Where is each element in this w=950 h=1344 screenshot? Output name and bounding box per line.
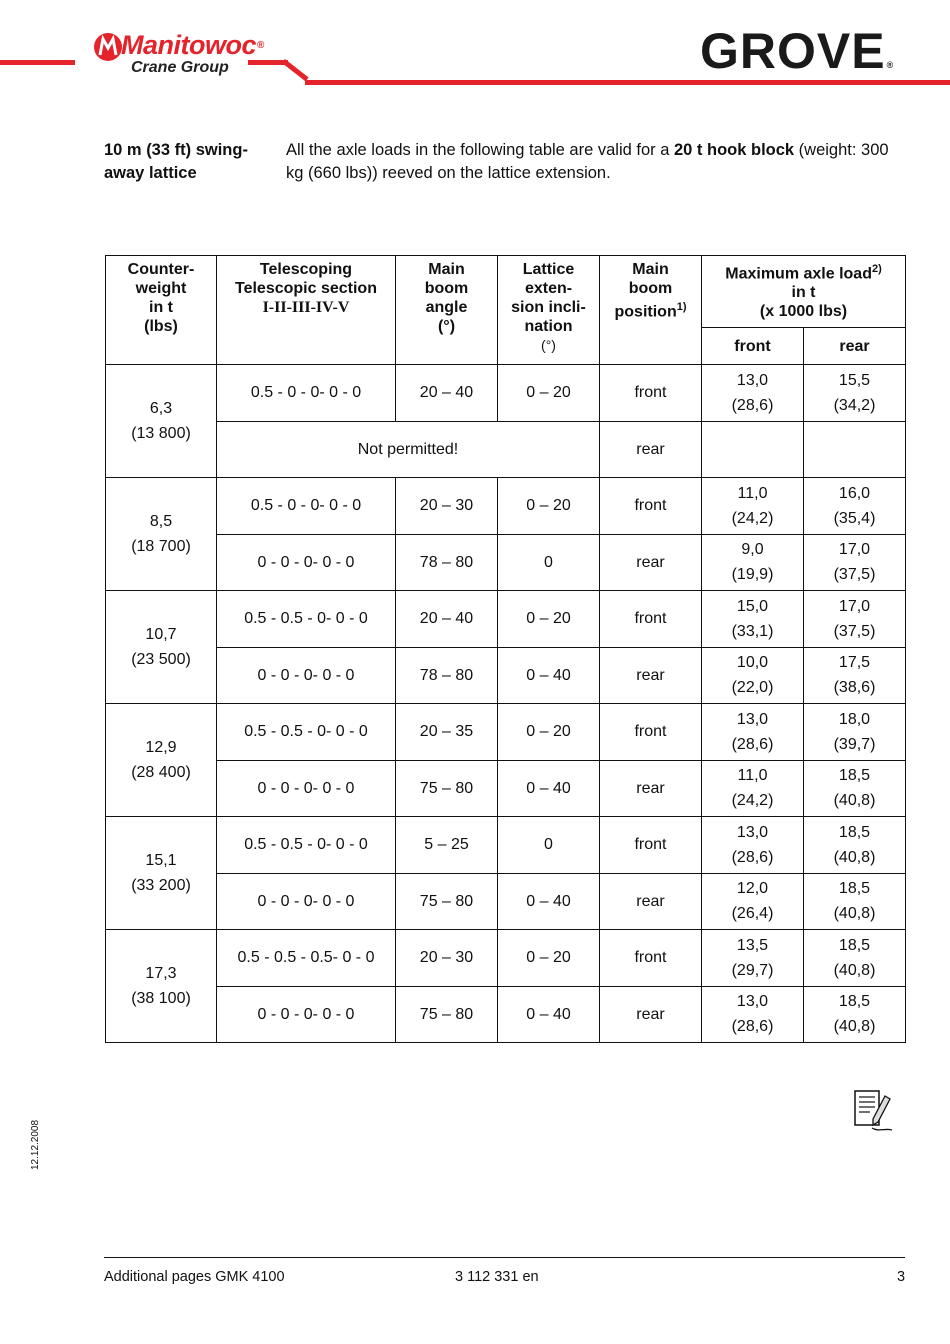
boom-position-cell: front — [600, 478, 702, 535]
inclination-cell: 0 — [498, 817, 600, 874]
front-load-cell: 15,0 (33,1) — [702, 591, 804, 648]
inclination-cell: 0 – 20 — [498, 704, 600, 761]
axle-load-table — [105, 255, 906, 1043]
inclination-cell: 0 – 40 — [498, 647, 600, 704]
telescoping-cell: 0.5 - 0 - 0- 0 - 0 — [217, 478, 396, 535]
boom-angle-cell: 20 – 30 — [396, 930, 498, 987]
table-row — [106, 986, 906, 1043]
counterweight-cell: 10,7 (23 500) — [106, 591, 217, 704]
header-max-axle-load: Maximum axle load$^{2)}$ in t (x 1000 lbs) — [702, 256, 906, 328]
inclination-cell: 0 — [498, 534, 600, 591]
telescoping-cell: 0 - 0 - 0- 0 - 0 — [217, 760, 396, 817]
telescoping-cell: 0 - 0 - 0- 0 - 0 — [217, 986, 396, 1043]
inclination-cell: 0 – 20 — [498, 591, 600, 648]
table-row — [106, 534, 906, 591]
inclination-cell: 0 – 40 — [498, 760, 600, 817]
counterweight-cell: 8,5 (18 700) — [106, 478, 217, 591]
boom-position-cell: front — [600, 591, 702, 648]
table-row — [106, 760, 906, 817]
inclination-cell: 0 – 20 — [498, 478, 600, 535]
boom-angle-cell: 75 – 80 — [396, 873, 498, 930]
counterweight-cell: 12,9 (28 400) — [106, 704, 217, 817]
header-rule-diagonal — [282, 59, 309, 81]
front-load-cell: 11,0 (24,2) — [702, 760, 804, 817]
telescoping-cell: 0.5 - 0.5 - 0- 0 - 0 — [217, 591, 396, 648]
counterweight-cell: 15,1 (33 200) — [106, 817, 217, 930]
front-load-cell: 12,0 (26,4) — [702, 873, 804, 930]
boom-position-cell: rear — [600, 421, 702, 478]
table-row — [106, 930, 906, 987]
telescoping-cell: 0.5 - 0.5 - 0- 0 - 0 — [217, 817, 396, 874]
footer-rule — [104, 1257, 905, 1258]
front-load-cell: 11,0 (24,2) — [702, 478, 804, 535]
inclination-cell: 0 – 40 — [498, 986, 600, 1043]
inclination-cell: 0 – 40 — [498, 873, 600, 930]
page-number: 3 — [897, 1269, 906, 1285]
boom-angle-cell: 75 – 80 — [396, 986, 498, 1043]
telescoping-cell: 0 - 0 - 0- 0 - 0 — [217, 647, 396, 704]
telescoping-cell: 0 - 0 - 0- 0 - 0 — [217, 534, 396, 591]
header-counterweight: Counter- weight in t (lbs) — [106, 256, 217, 365]
crane-group-label: Crane Group — [131, 59, 229, 76]
boom-angle-cell: 78 – 80 — [396, 647, 498, 704]
boom-position-cell: rear — [600, 647, 702, 704]
table-row — [106, 591, 906, 648]
grove-logo: GROVE® — [700, 23, 895, 79]
inclination-cell: 0 – 20 — [498, 930, 600, 987]
document-pen-icon — [852, 1088, 896, 1134]
rear-load-cell: 18,0 (39,7) — [804, 704, 906, 761]
boom-angle-cell: 20 – 30 — [396, 478, 498, 535]
boom-position-cell: rear — [600, 534, 702, 591]
header-rule-left — [0, 60, 75, 65]
boom-angle-cell: 20 – 40 — [396, 591, 498, 648]
boom-position-cell: rear — [600, 760, 702, 817]
rear-load-cell: 16,0 (35,4) — [804, 478, 906, 535]
header-front: front — [702, 328, 804, 365]
rear-load-cell — [804, 421, 906, 478]
table-row — [106, 873, 906, 930]
boom-angle-cell: 20 – 40 — [396, 365, 498, 422]
telescoping-cell: 0.5 - 0.5 - 0.5- 0 - 0 — [217, 930, 396, 987]
boom-position-cell: front — [600, 365, 702, 422]
rear-load-cell: 17,0 (37,5) — [804, 534, 906, 591]
rear-load-cell: 18,5 (40,8) — [804, 760, 906, 817]
telescoping-cell: 0.5 - 0.5 - 0- 0 - 0 — [217, 704, 396, 761]
boom-angle-cell: 78 – 80 — [396, 534, 498, 591]
boom-angle-cell: 20 – 35 — [396, 704, 498, 761]
boom-position-cell: rear — [600, 873, 702, 930]
table-row — [106, 704, 906, 761]
footer-doc-number: 3 112 331 en — [455, 1269, 539, 1285]
telescoping-cell: 0.5 - 0 - 0- 0 - 0 — [217, 365, 396, 422]
boom-angle-cell: 5 – 25 — [396, 817, 498, 874]
header-main-boom-position: Main boom position$^{1)}$ — [600, 256, 702, 365]
rear-load-cell: 17,0 (37,5) — [804, 591, 906, 648]
header-lattice-inclination: Lattice exten- sion incli- nation (°) — [498, 256, 600, 365]
boom-position-cell: front — [600, 704, 702, 761]
table-row — [106, 365, 906, 422]
table-row — [106, 817, 906, 874]
front-load-cell: 13,5 (29,7) — [702, 930, 804, 987]
boom-position-cell: front — [600, 930, 702, 987]
boom-position-cell: rear — [600, 986, 702, 1043]
rear-load-cell: 15,5 (34,2) — [804, 365, 906, 422]
inclination-cell: 0 – 20 — [498, 365, 600, 422]
rear-load-cell: 17,5 (38,6) — [804, 647, 906, 704]
front-load-cell: 9,0 (19,9) — [702, 534, 804, 591]
front-load-cell: 13,0 (28,6) — [702, 986, 804, 1043]
front-load-cell: 13,0 (28,6) — [702, 704, 804, 761]
counterweight-cell: 6,3 (13 800) — [106, 365, 217, 478]
front-load-cell: 13,0 (28,6) — [702, 365, 804, 422]
section-title: 10 m (33 ft) swing-away lattice — [104, 141, 248, 182]
rear-load-cell: 18,5 (40,8) — [804, 873, 906, 930]
front-load-cell: 13,0 (28,6) — [702, 817, 804, 874]
front-load-cell: 10,0 (22,0) — [702, 647, 804, 704]
manitowoc-logo: Manitowoc® — [121, 30, 264, 60]
rear-load-cell: 18,5 (40,8) — [804, 986, 906, 1043]
rear-load-cell: 18,5 (40,8) — [804, 930, 906, 987]
table-row — [106, 478, 906, 535]
boom-position-cell: front — [600, 817, 702, 874]
boom-angle-cell: 75 – 80 — [396, 760, 498, 817]
telescoping-cell: 0 - 0 - 0- 0 - 0 — [217, 873, 396, 930]
table-row — [106, 421, 906, 478]
counterweight-cell: 17,3 (38 100) — [106, 930, 217, 1043]
header-rear: rear — [804, 328, 906, 365]
footer-title: Additional pages GMK 4100 — [104, 1269, 285, 1285]
header-main-boom-angle: Main boom angle (°) — [396, 256, 498, 365]
header-rule-right — [305, 80, 950, 85]
intro-paragraph: All the axle loads in the following table are valid for a 20 t hook block (weight: 300 kg (660 lbs)) reeved on the lattice extension. — [286, 141, 889, 182]
not-permitted-note: Not permitted! — [217, 421, 600, 478]
front-load-cell — [702, 421, 804, 478]
header-telescoping: Telescoping Telescopic section I-II-III-IV-V — [217, 256, 396, 365]
table-row — [106, 647, 906, 704]
rear-load-cell: 18,5 (40,8) — [804, 817, 906, 874]
side-date: 12.12.2008 — [30, 1119, 41, 1170]
